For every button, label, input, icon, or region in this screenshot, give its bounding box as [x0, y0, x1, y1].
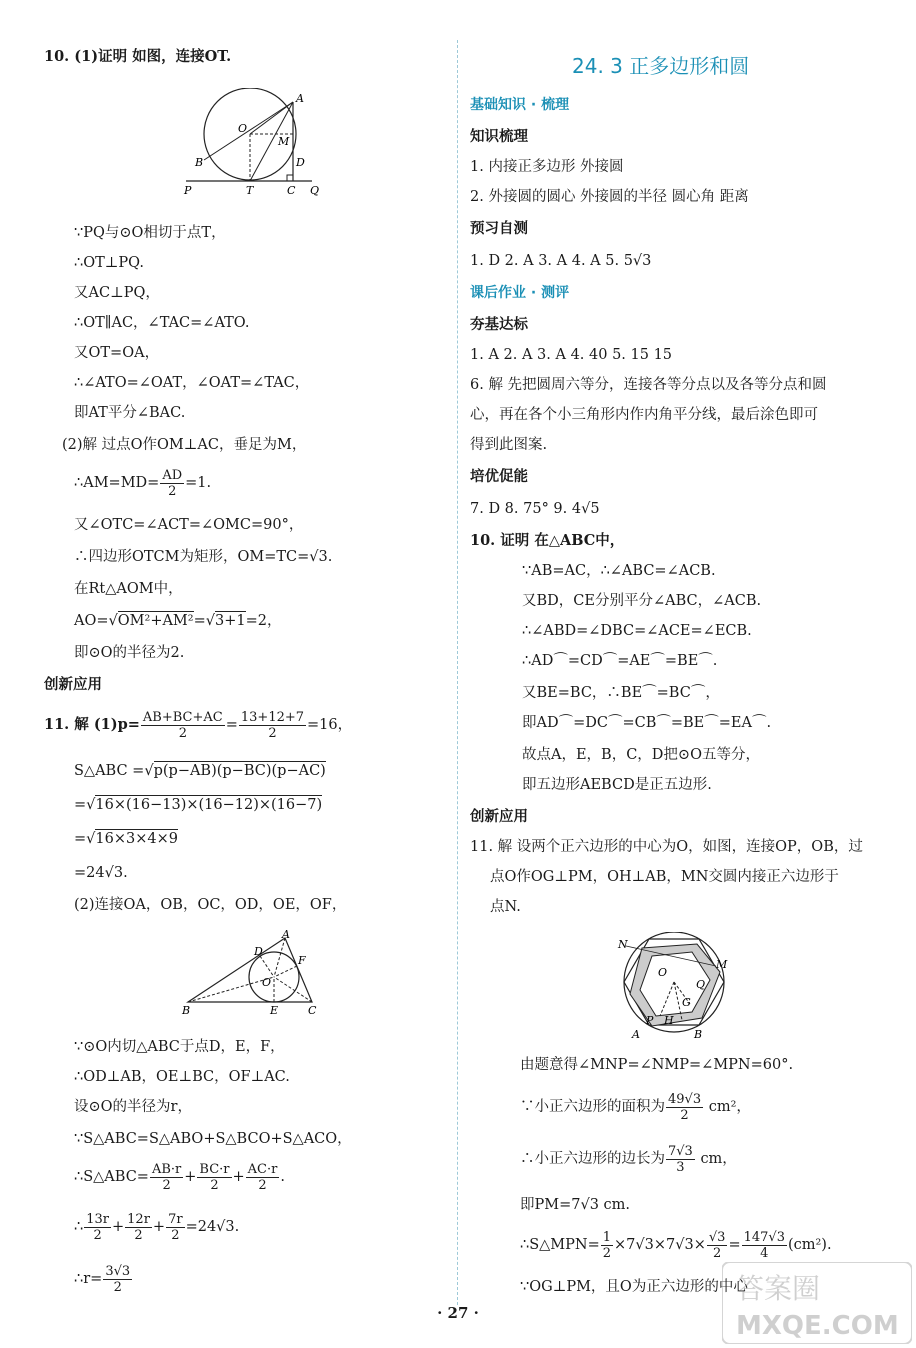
equals: = [193, 613, 206, 629]
r-equation: ∴ $\frac{13r}{2}$ + $\frac{12r}{2}$ + $\frac{7r}{2}$ =24√3. [74, 1211, 240, 1243]
svg-text:A: A [296, 92, 304, 105]
unit: (cm²). [787, 1237, 832, 1253]
fraction [150, 1162, 183, 1193]
am-equation [74, 466, 211, 500]
denominator: 2 [680, 1107, 689, 1123]
equals: = [728, 1237, 741, 1253]
numerator: AC·r [247, 1161, 278, 1177]
section-innovation: 创新应用 [44, 676, 102, 693]
tangent-line-1: ∵⊙O内切△ABC于点D，E，F， [74, 1039, 285, 1055]
q6-line: 6. 解 先把圆周六等分，连接各等分点以及各等分点和圆 [470, 377, 827, 393]
svg-text:O: O [262, 976, 272, 989]
section-after-class: 课后作业 · 测评 [470, 285, 570, 301]
numerator: 147√3 [743, 1229, 785, 1245]
fraction [246, 1162, 280, 1193]
proof-line: 又OT=OA， [74, 345, 160, 361]
svg-text:D: D [254, 945, 263, 958]
area-sum-fraction-line: ∴S△ABC= $\frac{AB\cdot r}{2}$ + $\frac{BC\cdot r}{2}$ + $\frac{AC\cdot r}{2}$ . [74, 1161, 285, 1193]
figure-circle-tangent [180, 88, 340, 200]
fraction [197, 1162, 231, 1193]
q10-heading: 10. 证明 在△ABC中， [470, 532, 625, 549]
foundation-answers: 1. A 2. A 3. A 4. 40 5. 15 15 [470, 347, 673, 363]
proof-line: ∴AD⌒=CD⌒=AE⌒=BE⌒. [522, 653, 718, 669]
proof-line: 即五边形AEBCD是正五边形. [522, 777, 712, 793]
svg-text:E: E [270, 1004, 279, 1017]
figure-incircle-triangle [180, 930, 330, 1018]
knowledge-1: 1. 内接正多边形 外接圆 [470, 159, 624, 175]
svg-text:M: M [278, 135, 290, 148]
proof-line: 又AC⊥PQ， [74, 285, 160, 301]
angle-line: 由题意得∠MNP=∠NMP=∠MPN=60°. [520, 1057, 794, 1073]
svg-text:H: H [664, 1014, 674, 1027]
q11-line: 点N. [490, 899, 521, 915]
equals: = [225, 717, 238, 733]
s-left: ∴S△ABC= [74, 1169, 149, 1185]
rectangle-line: ∴四边形OTCM为矩形，OM=TC=√3. [74, 549, 333, 565]
svg-text:B: B [182, 1004, 191, 1017]
proof-line: ∴OT∥AC，∠TAC=∠ATO. [74, 315, 250, 331]
heron-line-1: S△ABC =√p(p−AB)(p−BC)(p−AC) [74, 763, 326, 779]
denominator: 2 [258, 1177, 267, 1193]
denominator: 2 [210, 1177, 219, 1193]
side-left: ∴小正六边形的边长为 [520, 1151, 665, 1167]
denominator: 2 [171, 1227, 180, 1243]
svg-text:M: M [716, 958, 728, 971]
denominator: 4 [760, 1245, 769, 1261]
numerator: 13+12+7 [240, 709, 305, 725]
denominator: 2 [268, 725, 277, 741]
ao-equation: AO=√OM²+AM²=√3+1=2， [74, 613, 282, 629]
q10-part2: (2)解 过点O作OM⊥AC，垂足为M， [62, 437, 307, 453]
numerator: 13r [86, 1211, 109, 1227]
svg-text:T: T [246, 184, 254, 197]
denominator: 2 [113, 1279, 122, 1295]
proof-line: 即AT平分∠BAC. [74, 405, 186, 421]
numerator: AB+BC+AC [142, 709, 223, 725]
smnp-line [520, 1228, 832, 1262]
numerator: 49√3 [668, 1091, 702, 1107]
svg-text:O: O [658, 966, 668, 979]
am-left: ∴AM=MD= [74, 475, 160, 491]
svg-text:D: D [296, 156, 305, 169]
svg-text:A: A [632, 1028, 640, 1040]
q6-line: 心，再在各个小三角形内作内角平分线，最后涂色即可 [470, 407, 818, 423]
fraction [601, 1230, 613, 1261]
numerator: 1 [602, 1229, 612, 1245]
numerator: 7√3 [668, 1143, 693, 1159]
knowledge-2: 2. 外接圆的圆心 外接圆的半径 圆心角 距离 [470, 189, 749, 205]
figure-hexagons [612, 932, 740, 1040]
svg-text:B: B [195, 156, 204, 169]
svg-text:G: G [682, 996, 691, 1009]
am-right: =1. [185, 475, 212, 491]
tangent-line-2: ∴OD⊥AB，OE⊥BC，OF⊥AC. [74, 1069, 290, 1085]
area-line [520, 1090, 751, 1124]
preview-answers: 1. D 2. A 3. A 4. A 5. 5√3 [470, 253, 652, 269]
column-divider [457, 40, 458, 1305]
heron-result: =24√3. [74, 865, 128, 881]
fraction [103, 1264, 132, 1295]
ao-left: AO= [74, 613, 109, 629]
fraction [666, 1092, 703, 1123]
proof-line: 又BD，CE分别平分∠ABC，∠ACB. [522, 593, 762, 609]
svg-text:P: P [646, 1014, 654, 1027]
s-left: ∴S△MPN= [520, 1237, 600, 1253]
side-line [520, 1142, 737, 1176]
q11-line: 点O作OG⊥PM，OH⊥AB，MN交圆内接正六边形于 [490, 869, 839, 885]
last-line: ∵OG⊥PM，且O为正六边形的中心 [520, 1279, 748, 1295]
denominator: 2 [168, 483, 177, 499]
numerator: AD [162, 467, 183, 483]
svg-text:答案圈: 答案圈 [736, 1272, 821, 1305]
proof-line: ∴∠ATO=∠OAT，∠OAT=∠TAC， [74, 375, 310, 391]
svg-text:C: C [287, 184, 296, 197]
denominator: 2 [713, 1245, 722, 1261]
radicand: OM²+AM² [117, 613, 194, 629]
numerator: BC·r [199, 1161, 230, 1177]
svg-text:A: A [282, 930, 290, 941]
svg-text:P: P [184, 184, 192, 197]
proof-line: ∵AB=AC，∴∠ABC=∠ACB. [522, 563, 716, 579]
result: =24√3. [185, 1219, 240, 1235]
numerator: 7r [168, 1211, 183, 1227]
radicand: 16×3×4×9 [95, 831, 178, 847]
s-left: S△ABC = [74, 763, 145, 779]
fraction [239, 710, 306, 741]
svg-text:F: F [298, 954, 306, 967]
radius-line: 即⊙O的半径为2. [74, 645, 185, 661]
knowledge-heading: 知识梳理 [470, 128, 528, 145]
tangent-line-3: 设⊙O的半径为r， [74, 1099, 192, 1115]
fraction [707, 1230, 728, 1261]
r-result [74, 1262, 133, 1296]
denominator: 2 [162, 1177, 171, 1193]
heron-line-2: =√16×(16−13)×(16−12)×(16−7) [74, 797, 323, 813]
radicand: p(p−AB)(p−BC)(p−AC) [153, 763, 326, 779]
r-left: ∴r= [74, 1271, 103, 1287]
svg-text:Q: Q [696, 978, 706, 991]
numerator: 3√3 [105, 1263, 131, 1279]
q11-part2: (2)连接OA，OB，OC，OD，OE，OF， [74, 897, 347, 913]
advanced-heading: 培优促能 [470, 468, 528, 485]
svg-text:MXQE.COM: MXQE.COM [736, 1311, 899, 1341]
ao-right: =2， [245, 613, 282, 629]
preview-heading: 预习自测 [470, 220, 528, 237]
fraction [84, 1212, 111, 1243]
proof-line: 即AD⌒=DC⌒=CB⌒=BE⌒=EA⌒. [522, 715, 772, 731]
product: ×7√3×7√3× [614, 1237, 706, 1253]
denominator: 2 [93, 1227, 102, 1243]
radicand: 16×(16−13)×(16−12)×(16−7) [95, 797, 323, 813]
q6-line: 得到此图案. [470, 437, 548, 453]
rt-line: 在Rt△AOM中， [74, 581, 183, 597]
area-sum-line: ∵S△ABC=S△ABO+S△BCO+S△ACO， [74, 1131, 352, 1147]
heron-line-3: =√16×3×4×9 [74, 831, 178, 847]
fraction [666, 1144, 695, 1175]
svg-text:O: O [238, 122, 248, 135]
foundation-heading: 夯基达标 [470, 316, 528, 333]
q10-heading: 10. (1)证明 如图，连接OT. [44, 48, 232, 65]
proof-line: ∴OT⊥PQ. [74, 255, 144, 271]
am-fraction [160, 468, 184, 499]
unit: cm²， [708, 1099, 751, 1115]
svg-text:N: N [618, 938, 628, 951]
section-title: 24. 3 正多边形和圆 [572, 54, 750, 78]
watermark-logo [722, 1262, 912, 1344]
fraction [166, 1212, 185, 1243]
proof-line: 又BE=BC，∴BE⌒=BC⌒， [522, 685, 720, 701]
area-left: ∵小正六边形的面积为 [520, 1099, 665, 1115]
denominator: 2 [178, 725, 187, 741]
section-basic: 基础知识 · 梳理 [470, 97, 570, 113]
pm-line: 即PM=7√3 cm. [520, 1197, 631, 1213]
numerator: 12r [127, 1211, 150, 1227]
q11-line: 11. 解 设两个正六边形的中心为O，如图，连接OP，OB，过 [470, 839, 863, 855]
proof-line: ∴∠ABD=∠DBC=∠ACE=∠ECB. [522, 623, 752, 639]
proof-line: ∵PQ与⊙O相切于点T， [74, 225, 226, 241]
page-number: · 27 · [437, 1304, 479, 1322]
radicand: 3+1 [215, 613, 246, 629]
denominator: 2 [602, 1245, 612, 1261]
section-innovation: 创新应用 [470, 808, 528, 825]
numerator: √3 [708, 1229, 726, 1245]
numerator: AB·r [151, 1161, 182, 1177]
fraction [742, 1230, 787, 1261]
q11-p-equation [44, 708, 352, 742]
fraction [125, 1212, 152, 1243]
result: =16， [307, 717, 353, 733]
denominator: 3 [676, 1159, 685, 1175]
proof-line: 故点A，E，B，C，D把⊙O五等分， [522, 747, 760, 763]
svg-text:B: B [694, 1028, 703, 1040]
q11-heading: 11. 解 (1)p= [44, 716, 140, 733]
angle-line: 又∠OTC=∠ACT=∠OMC=90°， [74, 517, 304, 533]
fraction [141, 710, 225, 741]
denominator: 2 [134, 1227, 143, 1243]
svg-text:Q: Q [310, 184, 320, 197]
svg-text:C: C [308, 1004, 317, 1017]
unit: cm， [700, 1151, 737, 1167]
advanced-answers: 7. D 8. 75° 9. 4√5 [470, 501, 600, 517]
